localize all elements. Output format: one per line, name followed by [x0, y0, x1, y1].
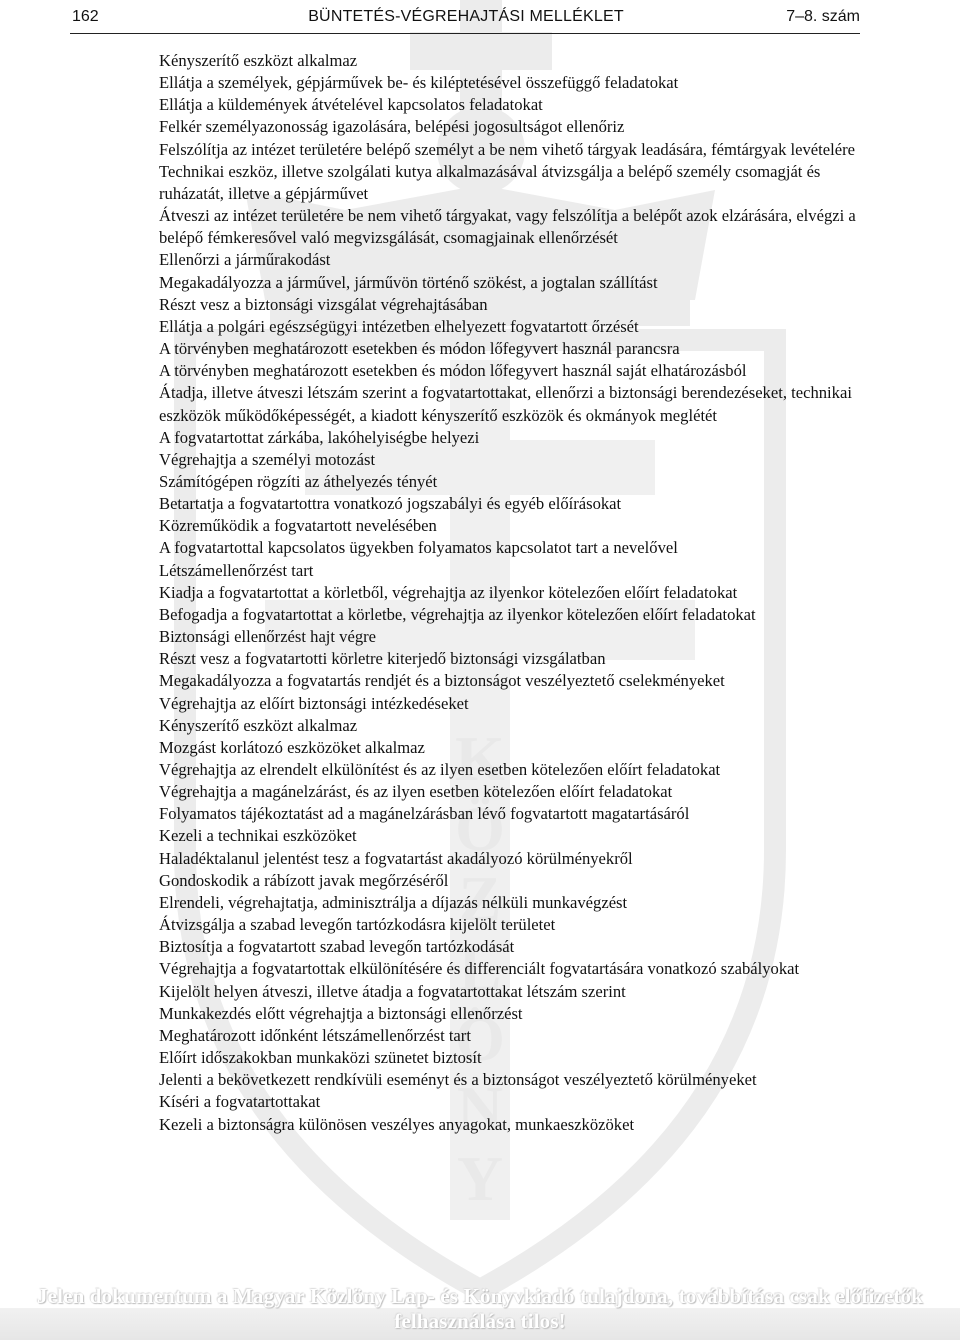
issue-number: 7–8. szám [786, 8, 860, 25]
list-item: Befogadja a fogvatartottat a körletbe, végrehajtja az ilyenkor kötelezően előírt feladatokat [159, 604, 756, 624]
list-item: Részt vesz a biztonsági vizsgálat végrehajtásában [159, 294, 488, 314]
list-item: A fogvatartottat zárkába, lakóhelyiségbe helyezi [159, 427, 480, 447]
svg-text:N: N [456, 1073, 504, 1144]
list-item: Közreműködik a fogvatartott nevelésében [159, 516, 437, 536]
page-number: 162 [72, 8, 99, 25]
list-item: Átadja, illetve átveszi létszám szerint a fogvatartottakat, ellenőrzi a biztonsági berendezéseket, technikai eszközök működőképességét, a kiadott kényszerítő eszközök és okmányok meglétét [159, 383, 852, 425]
list-item: Megakadályozza a fogvatartás rendjét és a biztonságot veszélyeztető cselekményeket [159, 671, 725, 691]
svg-text:Y: Y [456, 1143, 504, 1214]
list-item: Kezeli a technikai eszközöket [159, 826, 357, 846]
list-item: Ellátja a személyek, gépjárművek be- és kiléptetésével összefüggő feladatokat [159, 73, 679, 93]
list-item: Felszólítja az intézet területére belépő személyt a be nem vihető tárgyak leadására, fémtárgyak levételére [159, 139, 855, 159]
list-item: Végrehajtja a fogvatartottak elkülönítésére és differenciált fogvatartására vonatkozó szabályokat [159, 959, 800, 979]
list-item: Átveszi az intézet területére be nem vihető tárgyakat, vagy felszólítja a belépőt azok elzárására, elvégzi a belépő fémkeresővel való megvizsgálását, csomagjainak ellenőrzését [159, 206, 856, 248]
list-item: Felkér személyazonosság igazolására, belépési jogosultságot ellenőriz [159, 117, 625, 137]
svg-text:L: L [458, 933, 502, 1004]
page-header [72, 8, 860, 34]
list-item: Végrehajtja az elrendelt elkülönítést és az ilyen esetben kötelezően előírt feladatokat [159, 760, 721, 779]
list-item: Meghatározott időnként létszámellenőrzést tart [159, 1025, 471, 1045]
header-rule [70, 33, 860, 34]
copyright-footer: Jelen dokumentum a Magyar Közlöny Lap- és Könyvkiadó tulajdona, továbbítása csak előfizetők felhasználása tilos! [37, 1284, 923, 1333]
running-title: BÜNTETÉS-VÉGREHAJTÁSI MELLÉKLET [308, 8, 624, 25]
list-item: Technikai eszköz, illetve szolgálati kutya alkalmazásával átvizsgálja a belépő személy csomagját és ruházatát, illetve a gépjárművet [159, 161, 821, 203]
list-item: Végrehajtja a magánelzárást, és az ilyen esetben kötelezően előírt feladatokat [159, 782, 673, 802]
list-item: Elrendeli, végrehajtatja, adminisztrálja a díjazás nélküli munkavégzést [159, 892, 628, 912]
list-item: Ellenőrzi a járműrakodást [159, 250, 331, 270]
svg-text:Z: Z [458, 863, 502, 934]
list-item: Haladéktalanul jelentést tesz a fogvatartást akadályozó körülményekről [159, 848, 633, 868]
list-item: Előírt időszakokban munkaközi szünetet biztosít [159, 1048, 482, 1068]
list-item: A törvényben meghatározott esetekben és módon lőfegyvert használ parancsra [159, 339, 680, 359]
watermark-letter: K [455, 723, 505, 794]
svg-text:Ö: Ö [455, 1003, 505, 1074]
list-item: Átvizsgálja a szabad levegőn tartózkodásra kijelölt területet [159, 915, 556, 935]
list-item: Ellátja a polgári egészségügyi intézetben elhelyezett fogvatartott őrzését [159, 316, 639, 336]
list-item: A törvényben meghatározott esetekben és módon lőfegyvert használ saját elhatározásból [159, 361, 747, 381]
svg-text:Ö: Ö [455, 793, 505, 864]
list-item: Számítógépen rögzíti az áthelyezés tényét [159, 471, 438, 491]
list-item: Ellátja a küldemények átvételével kapcsolatos feladatokat [159, 95, 543, 115]
list-item: Gondoskodik a rábízott javak megőrzéséről [159, 870, 449, 890]
list-item: Kíséri a fogvatartottakat [159, 1092, 321, 1112]
list-item: Munkakezdés előtt végrehajtja a biztonsági ellenőrzést [159, 1003, 523, 1023]
list-item: Kényszerítő eszközt alkalmaz [159, 715, 358, 735]
list-item: Kezeli a biztonságra különösen veszélyes anyagokat, munkaeszközöket [159, 1114, 635, 1134]
list-item: Végrehajtja a személyi motozást [159, 449, 376, 469]
list-item: Kényszerítő eszközt alkalmaz [159, 51, 358, 70]
list-item: Jelenti a bekövetkezett rendkívüli eseményt és a biztonságot veszélyeztető körülményeket [159, 1070, 757, 1090]
list-item: Végrehajtja az előírt biztonsági intézkedéseket [159, 693, 469, 713]
list-item: Folyamatos tájékoztatást ad a magánelzárásban lévő fogvatartott magatartásáról [159, 804, 690, 824]
duty-list [159, 50, 859, 1136]
list-item: Létszámellenőrzést tart [159, 560, 314, 580]
list-item: Mozgást korlátozó eszközöket alkalmaz [159, 737, 425, 757]
list-item: Biztosítja a fogvatartott szabad levegőn tartózkodását [159, 937, 515, 957]
list-item: Kijelölt helyen átveszi, illetve átadja a fogvatartottakat létszám szerint [159, 981, 626, 1001]
list-item: Részt vesz a fogvatartotti körletre kiterjedő biztonsági vizsgálatban [159, 649, 606, 669]
list-item: A fogvatartottal kapcsolatos ügyekben folyamatos kapcsolatot tart a nevelővel [159, 538, 678, 558]
list-item: Biztonsági ellenőrzést hajt végre [159, 627, 377, 647]
list-item: Megakadályozza a járművel, járművön történő szökést, a jogtalan szállítást [159, 272, 658, 292]
list-item: Betartatja a fogvatartottra vonatkozó jogszabályi és egyéb előírásokat [159, 494, 622, 514]
list-item: Kiadja a fogvatartottat a körletből, végrehajtja az ilyenkor kötelezően előírt feladatokat [159, 582, 738, 602]
